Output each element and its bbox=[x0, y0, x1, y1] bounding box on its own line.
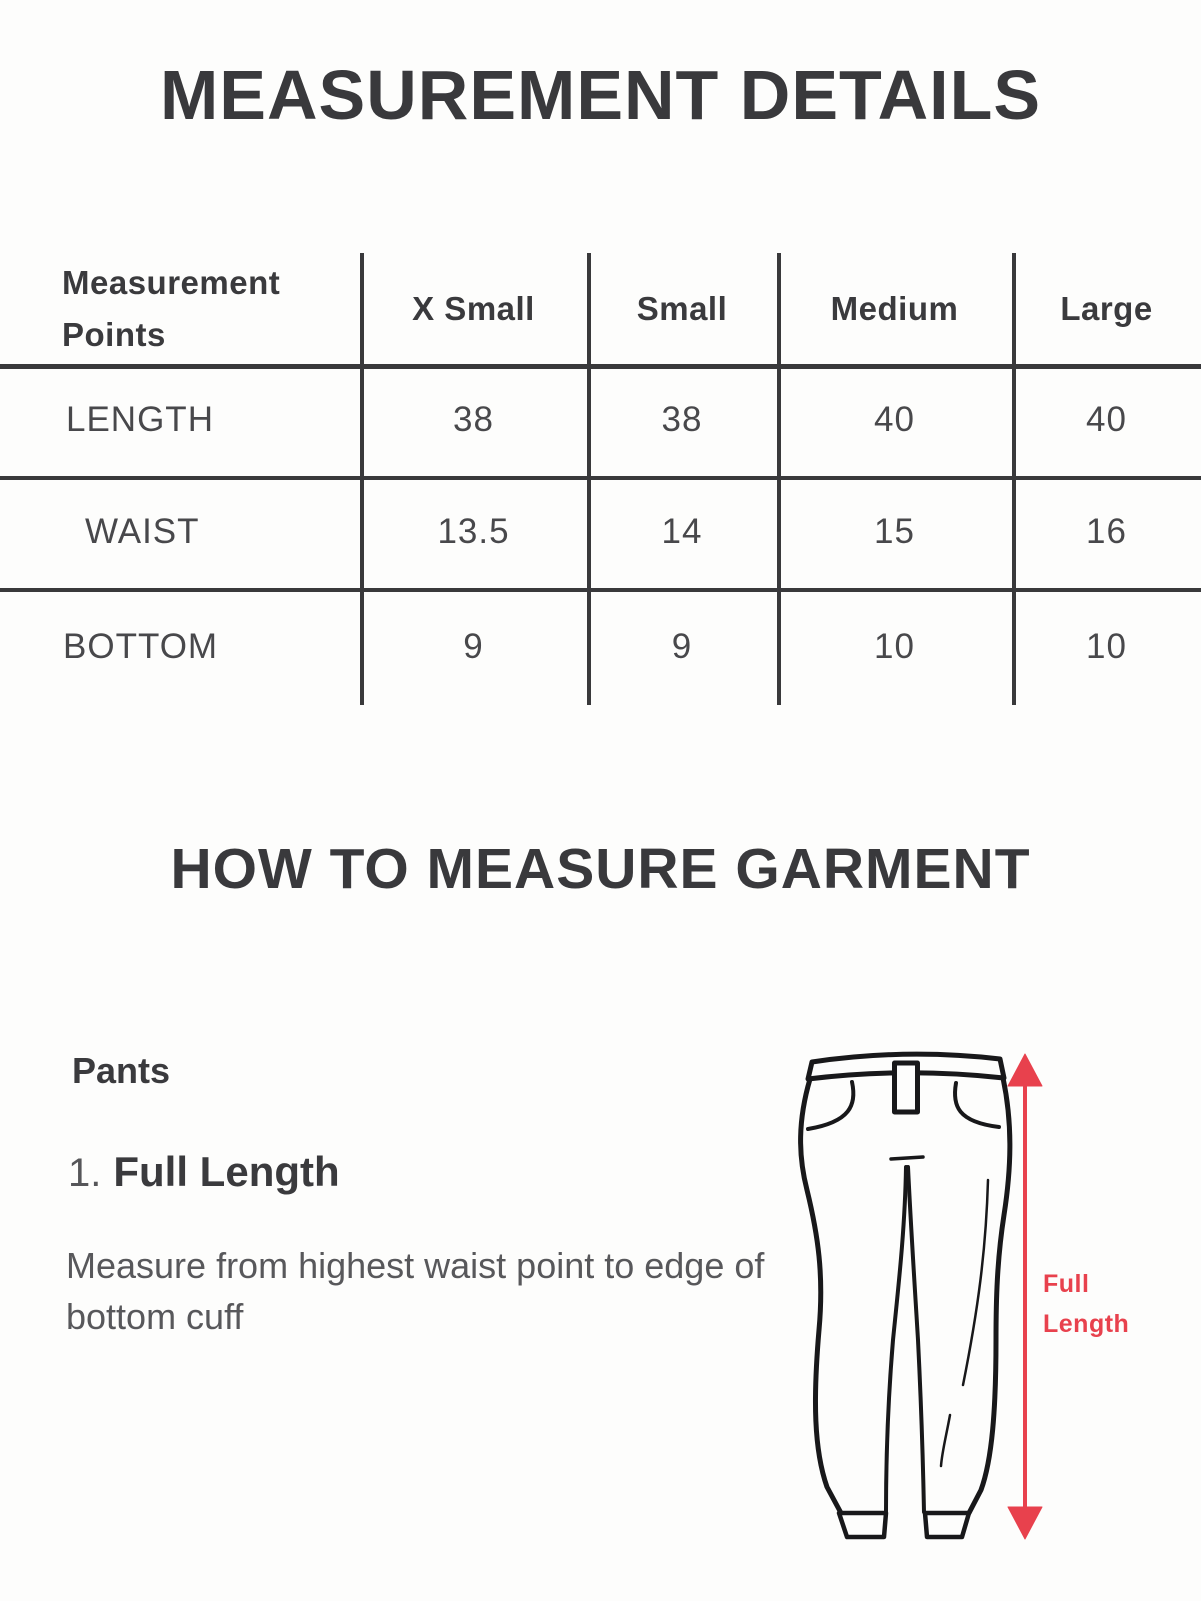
table-cell: 10 bbox=[874, 626, 915, 666]
step-number: 1. bbox=[68, 1151, 102, 1195]
table-cell: 38 bbox=[453, 400, 494, 439]
size-table bbox=[0, 253, 1201, 705]
column-header-small: Small bbox=[636, 289, 728, 327]
row-label-waist: WAIST bbox=[85, 512, 200, 551]
table-cell: 9 bbox=[671, 626, 693, 666]
step-description: Measure from highest waist point to edge of bottom cuff bbox=[66, 1245, 765, 1337]
column-header-medium: Medium bbox=[830, 289, 959, 327]
table-cell: 10 bbox=[1086, 626, 1127, 666]
pants-left-pocket bbox=[808, 1082, 853, 1129]
full-length-arrow-icon bbox=[1008, 1054, 1042, 1539]
table-cell: 15 bbox=[874, 512, 915, 551]
full-length-arrow-label: Full Length bbox=[1043, 1270, 1130, 1338]
pants-left-inseam bbox=[886, 1167, 906, 1512]
table-cell: 9 bbox=[463, 626, 484, 666]
column-header-xsmall: X Small bbox=[412, 289, 535, 327]
pants-right-inseam bbox=[908, 1167, 924, 1512]
column-header-measurement-points bbox=[0, 253, 360, 364]
table-cell: 13.5 bbox=[437, 512, 510, 551]
pants-left-outer-seam bbox=[801, 1079, 841, 1513]
column-header-label: Measurement Points bbox=[62, 264, 281, 353]
pants-crease-line bbox=[941, 1180, 988, 1466]
table-cell: 40 bbox=[874, 400, 915, 439]
table-cell: 14 bbox=[661, 512, 703, 551]
pants-fly-line bbox=[891, 1157, 923, 1159]
row-label-bottom: BOTTOM bbox=[63, 626, 219, 666]
garment-name: Pants bbox=[72, 1050, 171, 1091]
table-cell: 16 bbox=[1086, 512, 1127, 551]
step-title: Full Length bbox=[113, 1148, 340, 1195]
pants-right-cuff bbox=[925, 1513, 969, 1537]
how-to-measure-heading: HOW TO MEASURE GARMENT bbox=[170, 837, 1031, 901]
pants-right-pocket bbox=[955, 1083, 999, 1127]
pants-right-outer-seam bbox=[969, 1078, 1010, 1513]
table-cell: 40 bbox=[1086, 400, 1127, 439]
pants-belt-loop bbox=[895, 1063, 918, 1112]
pants-left-cuff bbox=[839, 1513, 886, 1537]
table-cell: 38 bbox=[661, 400, 703, 439]
row-label-length: LENGTH bbox=[66, 400, 214, 439]
page-title: MEASUREMENT DETAILS bbox=[159, 56, 1042, 134]
column-header-large: Large bbox=[1060, 289, 1153, 327]
step-title-line bbox=[68, 1148, 340, 1196]
